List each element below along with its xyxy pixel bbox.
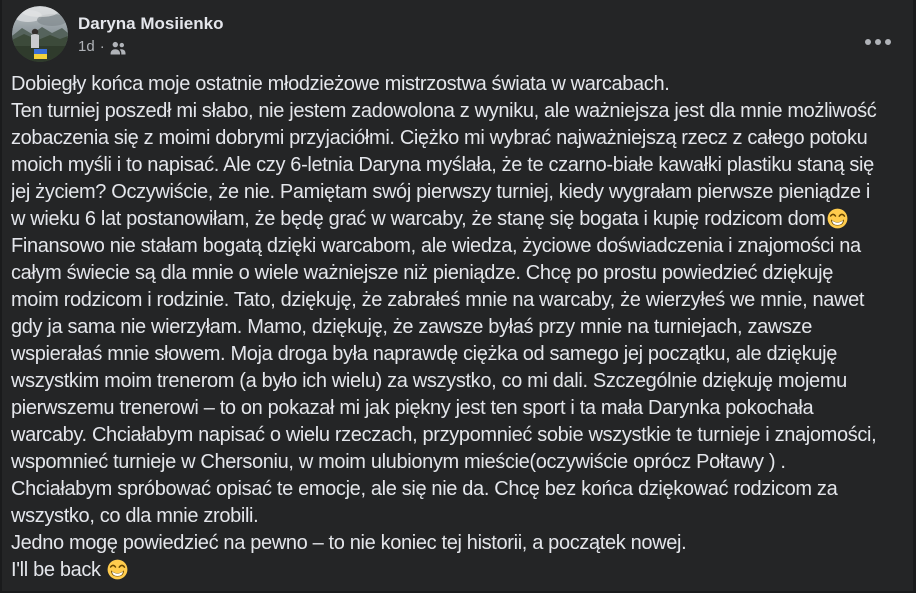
- post-line-text: gdy ja sama nie wierzyłam. Mamo, dziękuję, że zawsze byłaś przy mnie na turniejach, zawsze: [11, 316, 813, 338]
- post-line: [11, 287, 910, 314]
- more-options-button[interactable]: [861, 28, 895, 56]
- post-line-text: moich myśli i to napisać. Ale czy 6-letnia Daryna myślała, że te czarno-białe kawałki plastiku staną się: [11, 154, 874, 176]
- ellipsis-icon: [885, 39, 891, 45]
- post-line: [11, 557, 910, 584]
- post-line-text: wszystkim moim trenerom (a było ich wielu) za wszystko, co mi dali. Szczególnie dziękuję mojemu: [11, 370, 847, 392]
- post-line: [11, 314, 910, 341]
- post-line-text: jej życiem? Oczywiście, że nie. Pamiętam swój pierwszy turniej, kiedy wygrałam pierwsze pieniądze i: [11, 181, 870, 203]
- post-line-text: pierwszemu trenerowi – to on pokazał mi jak piękny jest ten sport i ta mała Darynka pokochała: [11, 397, 814, 419]
- post-meta: [78, 37, 126, 57]
- post-line: [11, 341, 910, 368]
- timestamp[interactable]: 1d: [78, 38, 95, 55]
- post-line: [11, 233, 910, 260]
- post-line-text: I'll be back: [11, 559, 106, 581]
- post-line: [11, 368, 910, 395]
- post-line-text: wspomnieć turnieje w Chersoniu, w moim ulubionym mieście(oczywiście oprócz Połtawy ) .: [11, 451, 786, 473]
- post-line-text: Dobiegły końca moje ostatnie młodzieżowe mistrzostwa świata w warcabach.: [11, 73, 670, 95]
- post-text: [11, 71, 910, 586]
- author-name[interactable]: Daryna Mosiienko: [78, 14, 224, 33]
- post-line-text: Ten turniej poszedł mi słabo, nie jestem zadowolona z wyniku, ale ważniejsza jest dla mnie możliwość: [11, 100, 877, 122]
- avatar-photo: [12, 6, 68, 62]
- post-line: [11, 422, 910, 449]
- post-line-text: Finansowo nie stałam bogatą dzięki warcabom, ale wiedza, życiowe doświadczenia i znajomości na: [11, 235, 861, 257]
- post-line-text: wszystko, co dla mnie zrobili.: [11, 505, 259, 527]
- post-line: [11, 260, 910, 287]
- avatar[interactable]: [12, 6, 68, 62]
- post-line-text: zobaczenia się z moimi dobrymi przyjaciółmi. Ciężko mi wybrać najważniejszą rzecz z całego potoku: [11, 127, 868, 149]
- post-line: [11, 476, 910, 503]
- post-line-text: Jedno mogę powiedzieć na pewno – to nie koniec tej historii, a początek nowej.: [11, 532, 687, 554]
- post-line-text: Chciałabym spróbować opisać te emocje, ale się nie da. Chcę bez końca dziękować rodzicom za: [11, 478, 838, 500]
- beaming-face-emoji-icon: [107, 559, 128, 580]
- post-line: [11, 206, 910, 233]
- post-line: [11, 98, 910, 125]
- post-line: [11, 125, 910, 152]
- post-line-text: całym świecie są dla mnie o wiele ważniejsze niż pieniądze. Chcę po prostu powiedzieć dziękuję: [11, 262, 833, 284]
- ellipsis-icon: [875, 39, 881, 45]
- beaming-face-emoji-icon: [827, 208, 848, 229]
- post-line-text: wspierałaś mnie słowem. Moja droga była naprawdę ciężka od samego jej początku, ale dziękuję: [11, 343, 838, 365]
- post-line: [11, 503, 910, 530]
- post-line: [11, 179, 910, 206]
- post-line-text: w wieku 6 lat postanowiłam, że będę grać w warcaby, że stanę się bogata i kupię rodzicom dom: [11, 208, 826, 230]
- friends-icon: [110, 41, 126, 55]
- post-line-text: warcaby. Chciałabym napisać o wielu rzeczach, przypomnieć sobie wszystkie te turnieje i znajomości,: [11, 424, 877, 446]
- meta-separator: ·: [99, 38, 105, 55]
- post-header: [10, 6, 905, 64]
- post-line-text: moim rodzicom i rodzinie. Tato, dziękuję, że zabrałeś mnie na warcaby, że wierzyłeś we mnie, nawet: [11, 289, 865, 311]
- post-line: [11, 71, 910, 98]
- post-line: [11, 530, 910, 557]
- post-line: [11, 395, 910, 422]
- ellipsis-icon: [865, 39, 871, 45]
- post-card: [2, 0, 913, 591]
- post-line: [11, 449, 910, 476]
- post-line: [11, 152, 910, 179]
